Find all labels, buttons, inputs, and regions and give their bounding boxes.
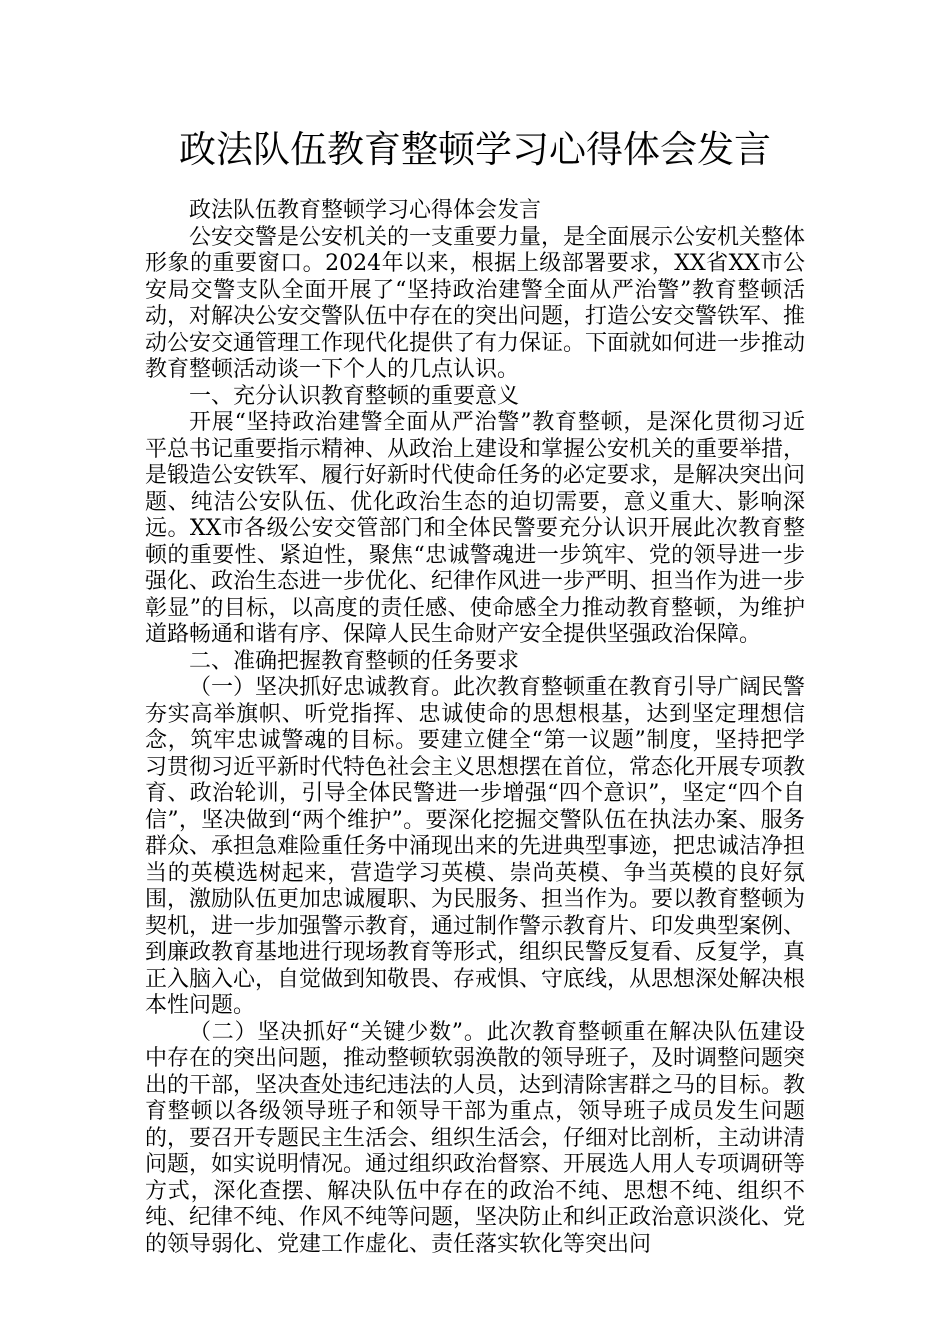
subsection-2-paragraph: （二）坚决抓好“关键少数”。此次教育整顿重在解决队伍建设中存在的突出问题，推动整顿软弱涣散的领导班子，及时调整问题突出的干部，坚决查处违纪违法的人员，达到清除害群之马的目标。教育整顿以各级领导班子和领导干部为重点，领导班子成员发生问题的，要召开专题民主生活会、组织生活会，仔细对比剖析，主动讲清问题，如实说明情况。通过组织政治督察、开展选人用人专项调研等方式，深化查摆、解决队伍中存在的政治不纯、思想不纯、组织不纯、纪律不纯、作风不纯等问题，坚决防止和纠正政治意识淡化、党的领导弱化、党建工作虚化、责任落实软化等突出问 bbox=[145, 1019, 806, 1257]
document-title: 政法队伍教育整顿学习心得体会发言 bbox=[179, 128, 771, 171]
section-1-paragraph: 开展“坚持政治建警全面从严治警”教育整顿，是深化贯彻习近平总书记重要指示精神、从政治上建设和掌握公安机关的重要举措，是锻造公安铁军、履行好新时代使命任务的必定要求，是解决突出问题、纯洁公安队伍、优化政治生态的迫切需要，意义重大、影响深远。XX市各级公安交管部门和全体民警要充分认识开展此次教育整顿的重要性、紧迫性，聚焦“忠诚警魂进一步筑牢、党的领导进一步强化、政治生态进一步优化、纪律作风进一步严明、担当作为进一步彰显”的目标，以高度的责任感、使命感全力推动教育整顿，为维护道路畅通和谐有序、保障人民生命财产安全提供坚强政治保障。 bbox=[145, 410, 806, 647]
subtitle-paragraph: 政法队伍教育整顿学习心得体会发言 bbox=[189, 198, 542, 223]
section-heading-2: 二、准确把握教育整顿的任务要求 bbox=[189, 648, 520, 674]
section-heading-1: 一、充分认识教育整顿的重要意义 bbox=[189, 383, 520, 409]
document-body bbox=[145, 198, 805, 1258]
intro-paragraph: 公安交警是公安机关的一支重要力量，是全面展示公安机关整体形象的重要窗口。2024年以来，根据上级部署要求，XX省XX市公安局交警支队全面开展了“坚持政治建警全面从严治警”教育整顿活动，对解决公安交警队伍中存在的突出问题，打造公安交警铁军、推动公安交通管理工作现代化提供了有力保证。下面就如何进一步推动教育整顿活动谈一下个人的几点认识。 bbox=[145, 224, 806, 382]
subsection-1-paragraph: （一）坚决抓好忠诚教育。此次教育整顿重在教育引导广阔民警夯实高举旗帜、听党指挥、忠诚使命的思想根基，达到坚定理想信念，筑牢忠诚警魂的目标。要建立健全“第一议题”制度，坚持把学习贯彻习近平新时代特色社会主义思想摆在首位，常态化开展专项教育、政治轮训，引导全体民警进一步增强“四个意识”，坚定“四个自信”，坚决做到“两个维护”。要深化挖掘交警队伍在执法办案、服务群众、承担急难险重任务中涌现出来的先进典型事迹，把忠诚洁净担当的英模选树起来，营造学习英模、崇尚英模、争当英模的良好氛围，激励队伍更加忠诚履职、为民服务、担当作为。要以教育整顿为契机，进一步加强警示教育，通过制作警示教育片、印发典型案例、到廉政教育基地进行现场教育等形式，组织民警反复看、反复学，真正入脑入心，自觉做到知敬畏、存戒惧、守底线，从思想深处解决根本性问题。 bbox=[145, 675, 806, 1018]
